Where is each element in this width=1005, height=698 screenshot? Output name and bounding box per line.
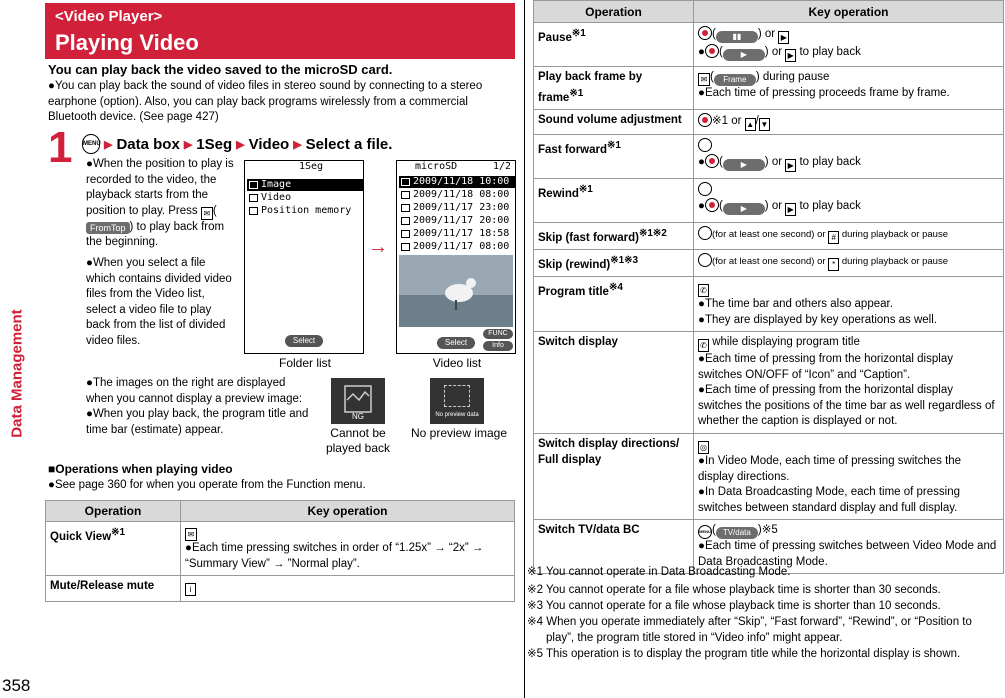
mail-key-icon: ✉ bbox=[698, 73, 710, 86]
footnote: ※1 You cannot operate in Data Broadcasting Mode. bbox=[527, 566, 791, 578]
center-key-icon bbox=[705, 198, 719, 212]
list-item: 2009/11/18 08:00 bbox=[399, 189, 509, 201]
fromtop-soft-key: FromTop bbox=[86, 222, 130, 234]
center-key-icon bbox=[705, 44, 719, 58]
menu-key-icon: MENU bbox=[698, 525, 712, 539]
step-bullet-3: ●The images on the right are displayed when you cannot display a preview image: bbox=[86, 377, 303, 405]
intro-bullet: ●You can play back the sound of video files in stereo sound by connecting to a stereo earphone (option). Also, you can play back programs wirelessly from a commercial Bluetooth device. (See page 427) bbox=[48, 80, 483, 123]
table-row: Play back frame by frame$^{※1}$ ✉ ( Frame ) during pause ●Each time of pressing proceeds frame by frame. bbox=[534, 67, 1004, 110]
right-operations-table bbox=[533, 0, 1004, 574]
mail-key-icon: ✉ bbox=[201, 207, 213, 220]
func-soft-key: FUNC bbox=[483, 329, 513, 339]
section-heading: ■Operations when playing video bbox=[48, 462, 233, 476]
table-row: Pause$^{※1}$ ( ▮▮ ) or ▶ ● ( ▶ ) or ▶ to play back bbox=[534, 23, 1004, 67]
preview-image bbox=[399, 255, 513, 327]
col-operation: Operation bbox=[46, 501, 181, 522]
step-bullet-2: ●When you select a file which contains divided video files from the Video list, select a video file to play back from the list of divided video files. bbox=[86, 257, 232, 347]
left-key-icon bbox=[698, 253, 712, 267]
list-item: 2009/11/17 20:00 bbox=[399, 215, 509, 227]
column-divider bbox=[524, 0, 525, 698]
side-label: Data Management bbox=[8, 309, 26, 438]
folder-list-caption: Folder list bbox=[278, 356, 331, 370]
info-key-icon: i bbox=[185, 583, 196, 596]
star-key-icon: * bbox=[828, 258, 839, 271]
arrow-right-icon: → bbox=[368, 236, 388, 258]
send-key-icon: ✆ bbox=[698, 284, 709, 297]
table-row: Skip (fast forward)$^{※1※2}$ (for at least one second) or # during playback or pause bbox=[534, 222, 1004, 249]
step-item: Data box bbox=[116, 135, 180, 153]
footnote: play”, the program title stored in “Video info” might appear. bbox=[546, 632, 843, 644]
step-path bbox=[82, 134, 392, 154]
menu-key-icon: MENU bbox=[82, 134, 100, 154]
left-key-icon bbox=[698, 182, 712, 196]
no-preview-caption: No preview image bbox=[410, 426, 508, 440]
video-list-screen bbox=[396, 160, 516, 354]
list-item: 2009/11/17 08:00 bbox=[399, 241, 509, 253]
col-key-operation: Key operation bbox=[694, 1, 1004, 23]
footnote: ※2 You cannot operate for a file whose playback time is shorter than 30 seconds. bbox=[527, 584, 941, 596]
page-number: 358 bbox=[2, 676, 31, 695]
video-list-caption: Video list bbox=[432, 356, 482, 370]
down-key-icon: ▼ bbox=[760, 119, 769, 129]
arrow-icon: ▶ bbox=[104, 138, 113, 151]
table-row: Switch display directions/ Full display ◎ ●In Video Mode, each time of pressing switches the display directions. ●In Data Broadcasting Mode, each time of pressing switches between standard display and full display. bbox=[534, 434, 1004, 520]
title-box bbox=[45, 3, 515, 59]
select-soft-key: Select bbox=[285, 335, 323, 347]
play-key-icon: ▶ bbox=[785, 159, 796, 172]
mail-key-icon: ✉ bbox=[185, 528, 197, 541]
right-key-icon bbox=[698, 226, 712, 240]
table-row: Program title$^{※4}$ ✆ ●The time bar and others also appear. ●They are displayed by key operations as well. bbox=[534, 277, 1004, 332]
screen-header: 1Seg bbox=[298, 161, 324, 172]
send-key-icon: ✆ bbox=[698, 339, 709, 352]
camera-key-icon: ◎ bbox=[698, 441, 709, 454]
table-row: Sound volume adjustment ※1 or ▲ / ▼ bbox=[534, 109, 1004, 134]
page-title: Playing Video bbox=[55, 30, 199, 55]
table-row: Mute/Release mute i bbox=[46, 576, 515, 602]
left-operations-table bbox=[45, 500, 515, 602]
lead-text: You can play back the video saved to the microSD card. bbox=[48, 62, 393, 77]
play-key-icon: ▶ bbox=[778, 31, 789, 44]
hash-key-icon: # bbox=[828, 231, 839, 244]
arrow-icon: ▶ bbox=[293, 138, 302, 151]
arrow-icon: ▶ bbox=[183, 138, 193, 151]
footnote: ※3 You cannot operate for a file whose playback time is shorter than 10 seconds. bbox=[527, 600, 941, 612]
col-operation: Operation bbox=[534, 1, 694, 23]
title-sub: <Video Player> bbox=[55, 8, 163, 25]
table-row: Switch TV/data BC MENU( TV/data )※5 ●Each time of pressing switches between Video Mode and Data Broadcasting Mode. bbox=[534, 520, 1004, 574]
side-tab bbox=[0, 0, 31, 698]
play-key-icon: ▶ bbox=[785, 203, 796, 216]
table-row: Quick View$^{※1}$ ✉ ●Each time pressing switches in order of “1.25x” → “2x” → “Summary View” → ”Normal play”. bbox=[46, 522, 515, 576]
step-bullet-1: ●When the position to play is recorded to the video, the playback starts from the position to play. Press ✉ (FromTop ) to play back from the beginning. bbox=[86, 158, 234, 248]
list-item: 2009/11/18 10:00 bbox=[399, 176, 515, 188]
arrow-icon: ▶ bbox=[236, 138, 245, 151]
list-item: 2009/11/17 18:58 bbox=[399, 228, 509, 240]
table-row: Skip (rewind)$^{※1※3}$ (for at least one second) or * during playback or pause bbox=[534, 250, 1004, 277]
list-item: Image bbox=[247, 179, 363, 191]
cannot-play-caption: Cannot be played back bbox=[325, 426, 391, 455]
table-row: Rewind$^{※1}$ ● ( ▶ ) or ▶ to play back bbox=[534, 178, 1004, 222]
section-note: ●See page 360 for when you operate from the Function menu. bbox=[48, 479, 366, 491]
select-soft-key: Select bbox=[437, 337, 475, 349]
center-key-icon bbox=[705, 154, 719, 168]
right-key-icon bbox=[698, 138, 712, 152]
screen-header: microSD 1/2 bbox=[415, 161, 511, 172]
table-row: Fast forward$^{※1}$ ● ( ▶ ) or ▶ to play back bbox=[534, 134, 1004, 178]
up-key-icon: ▲ bbox=[746, 119, 755, 129]
folder-list-screen bbox=[244, 160, 364, 354]
footnote: ※4 When you operate immediately after “Skip”, “Fast forward”, “Rewind”, or “Position to bbox=[527, 616, 972, 628]
step-item: Video bbox=[248, 135, 290, 153]
list-item: Video bbox=[247, 192, 291, 204]
play-key-icon: ▶ bbox=[785, 49, 796, 62]
step-item: Select a file. bbox=[305, 135, 393, 153]
step-item: 1Seg bbox=[196, 135, 233, 153]
table-row: Switch display ✆ while displaying program title ●Each time of pressing from the horizontal display switches ON/OFF of “Icon” and “Caption”. ●Each time of pressing from the horizontal display switches the positions of the time bar as well regardless of whether the caption is displayed or not. bbox=[534, 332, 1004, 434]
step-bullet-4: ●When you play back, the program title and time bar (estimate) appear. bbox=[86, 408, 309, 436]
no-preview-image: No preview data bbox=[430, 378, 484, 424]
step-number: 1 bbox=[48, 123, 73, 172]
list-item: Position memory bbox=[247, 205, 351, 217]
col-key-operation: Key operation bbox=[181, 501, 515, 522]
center-key-icon bbox=[698, 26, 712, 40]
info-soft-key: Info bbox=[483, 341, 513, 351]
list-item: 2009/11/17 23:00 bbox=[399, 202, 509, 214]
volume-key-icon bbox=[698, 113, 712, 127]
cannot-play-image: NG bbox=[331, 378, 385, 424]
footnote: ※5 This operation is to display the program title while the horizontal display is shown. bbox=[527, 648, 961, 660]
